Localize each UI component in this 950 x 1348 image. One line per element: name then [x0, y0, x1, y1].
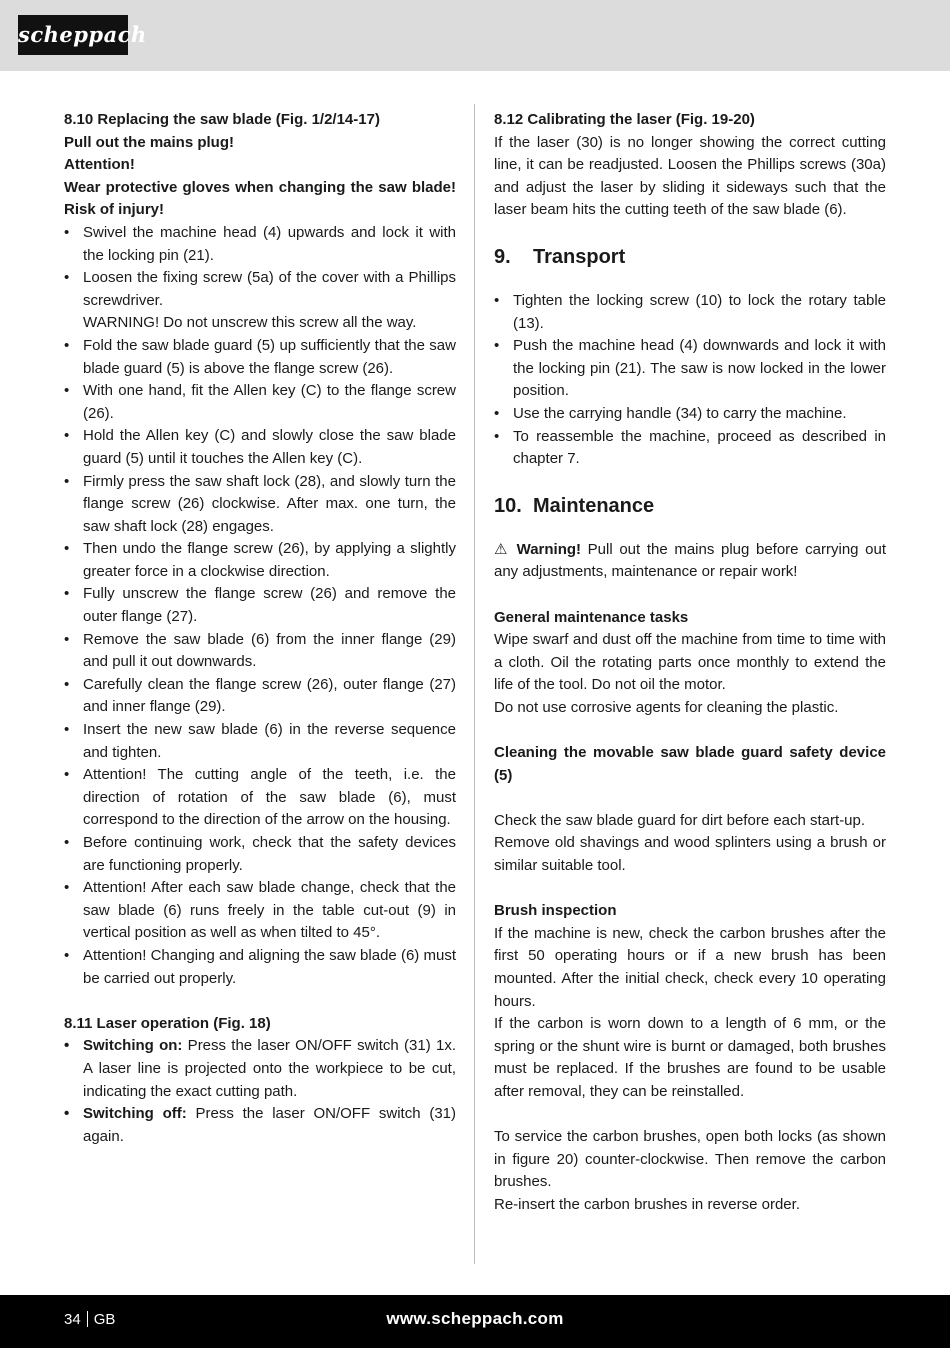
list-item: • Attention! After each saw blade change, check that the saw blade (6) runs freely in the table cut-out (9) in vertical position as well as when tilted to 45°.: [64, 877, 456, 945]
blade-replacement-steps: [64, 222, 456, 990]
list-item: [64, 1035, 456, 1103]
page-number-value: 34: [64, 1311, 81, 1328]
brush-service-text: Re-insert the carbon brushes in reverse order.: [494, 1195, 800, 1213]
list-item: • Then undo the flange screw (26), by applying a slightly greater force in a clockwise direction.: [64, 538, 456, 583]
laser-calibration-text: If the laser (30) is no longer showing the correct cutting line, it can be readjusted. Loosen the Phillips screws (30a) and adjust the laser by sliding it sideways such that the laser beam hits the cutting teeth of the saw blade (6).: [494, 133, 886, 219]
warning-label: Warning!: [516, 540, 582, 558]
list-item: • Tighten the locking screw (10) to lock the rotary table (13).: [494, 290, 886, 335]
list-item: • With one hand, fit the Allen key (C) to the flange screw (26).: [64, 380, 456, 425]
spacer: [494, 519, 886, 539]
gloves-warning: Wear protective gloves when changing the saw blade! Risk of injury!: [64, 178, 456, 219]
list-item: • Attention! The cutting angle of the teeth, i.e. the direction of rotation of the saw blade (6), must correspond to the direction of the arrow on the housing.: [64, 764, 456, 832]
list-item: • Push the machine head (4) downwards and lock it with the locking pin (21). The saw is now locked in the lower position.: [494, 335, 886, 403]
warning-text: Pull out the mains plug before carrying out any adjustments, maintenance or repair work!: [494, 540, 887, 581]
spacer: [494, 222, 886, 244]
list-item: • Swivel the machine head (4) upwards and lock it with the locking pin (21).: [64, 222, 456, 267]
attention-heading: Attention!: [64, 156, 135, 174]
spacer: [64, 990, 456, 1013]
cleaning-text: Remove old shavings and wood splinters using a brush or similar suitable tool.: [494, 834, 886, 875]
list-item: • Before continuing work, check that the safety devices are functioning properly.: [64, 832, 456, 877]
section-number: 9.: [494, 245, 511, 268]
brush-inspection-title: Brush inspection: [494, 902, 617, 920]
list-item: • Remove the saw blade (6) from the inner flange (29) and pull it out downwards.: [64, 629, 456, 674]
list-item: • Carefully clean the flange screw (26), outer flange (27) and inner flange (29).: [64, 674, 456, 719]
list-item: • Fully unscrew the flange screw (26) and remove the outer flange (27).: [64, 583, 456, 628]
section-8-11-title: 8.11 Laser operation (Fig. 18): [64, 1014, 271, 1032]
general-tasks-text: Wipe swarf and dust off the machine from time to time with a cloth. Oil the rotating parts once monthly to extend the life of the tool. Do not oil the motor.: [494, 631, 886, 694]
spacer: [494, 719, 886, 742]
section-number: 10.: [494, 494, 522, 517]
spacer: [494, 471, 886, 493]
list-item: • Use the carrying handle (34) to carry the machine.: [494, 403, 886, 426]
section-8-12-title: 8.12 Calibrating the laser (Fig. 19-20): [494, 111, 755, 128]
spacer: [494, 1104, 886, 1127]
list-item: [64, 1103, 456, 1148]
list-item: • To reassemble the machine, proceed as described in chapter 7.: [494, 426, 886, 471]
brush-service-text: To service the carbon brushes, open both locks (as shown in figure 20) counter-clockwise. Then remove the carbon brushes.: [494, 1128, 886, 1191]
maintenance-warning: [494, 539, 886, 584]
switch-on-text: Press the laser ON/OFF switch (31) 1x. A laser line is projected onto the workpiece to be cut, indicating the exact cutting path.: [83, 1037, 456, 1100]
spacer: [494, 878, 886, 901]
brush-inspection-text: If the machine is new, check the carbon brushes after the first 50 operating hours or if a new brush has been mounted. After the initial check, check every 10 operating hours.: [494, 924, 886, 1010]
page-header: [0, 0, 950, 71]
general-tasks-text: Do not use corrosive agents for cleaning the plastic.: [494, 698, 839, 716]
scheppach-logo: scheppach: [18, 15, 128, 55]
section-10-heading: [494, 493, 886, 519]
switch-off-text: Press the laser ON/OFF switch (31) again.: [83, 1105, 456, 1145]
list-item: • Fold the saw blade guard (5) up sufficiently that the saw blade guard (5) is above the flange screw (26).: [64, 335, 456, 380]
list-item: • Firmly press the saw shaft lock (28), and slowly turn the flange screw (26) clockwise. After max. one turn, the saw shaft lock (28) engages.: [64, 471, 456, 539]
spacer: [494, 584, 886, 607]
column-divider: [474, 104, 475, 1264]
brush-inspection-text: If the carbon is worn down to a length of 6 mm, or the spring or the shunt wire is burnt or damaged, both brushes must be replaced. If the brushes are found to be usable after removal, they can be reinstalled.: [494, 1015, 886, 1100]
switch-on-label: Switching on:: [83, 1037, 183, 1055]
spacer: [494, 270, 886, 290]
section-title: Maintenance: [533, 494, 655, 517]
section-title: Transport: [533, 245, 626, 268]
right-column: [494, 109, 886, 1217]
laser-operation-list: [64, 1035, 456, 1148]
left-column: [64, 109, 456, 1148]
cleaning-text: Check the saw blade guard for dirt before each start-up.: [494, 811, 866, 829]
website-link[interactable]: www.scheppach.com: [386, 1309, 564, 1328]
list-item: • Attention! Changing and aligning the saw blade (6) must be carried out properly.: [64, 945, 456, 990]
list-item-text: Loosen the fixing screw (5a) of the cover with a Phillips screwdriver.: [83, 269, 456, 309]
section-9-heading: [494, 244, 886, 270]
transport-list: [494, 290, 886, 471]
cleaning-title: Cleaning the movable saw blade guard safety device (5): [494, 744, 886, 784]
page-footer: [0, 1295, 950, 1348]
switch-off-label: Switching off:: [83, 1105, 187, 1123]
general-tasks-title: General maintenance tasks: [494, 608, 689, 626]
list-item: • Hold the Allen key (C) and slowly close the saw blade guard (5) until it touches the Allen key (C).: [64, 425, 456, 470]
language-code: GB: [93, 1311, 116, 1328]
section-8-10-title: 8.10 Replacing the saw blade (Fig. 1/2/14-17): [64, 111, 380, 128]
warning-icon: ⚠: [494, 540, 510, 558]
spacer: [494, 787, 886, 810]
list-item: • Insert the new saw blade (6) in the reverse sequence and tighten.: [64, 719, 456, 764]
mains-plug-notice: Pull out the mains plug!: [64, 133, 234, 151]
list-item: [64, 267, 456, 335]
screw-warning: WARNING! Do not unscrew this screw all the way.: [83, 314, 417, 332]
